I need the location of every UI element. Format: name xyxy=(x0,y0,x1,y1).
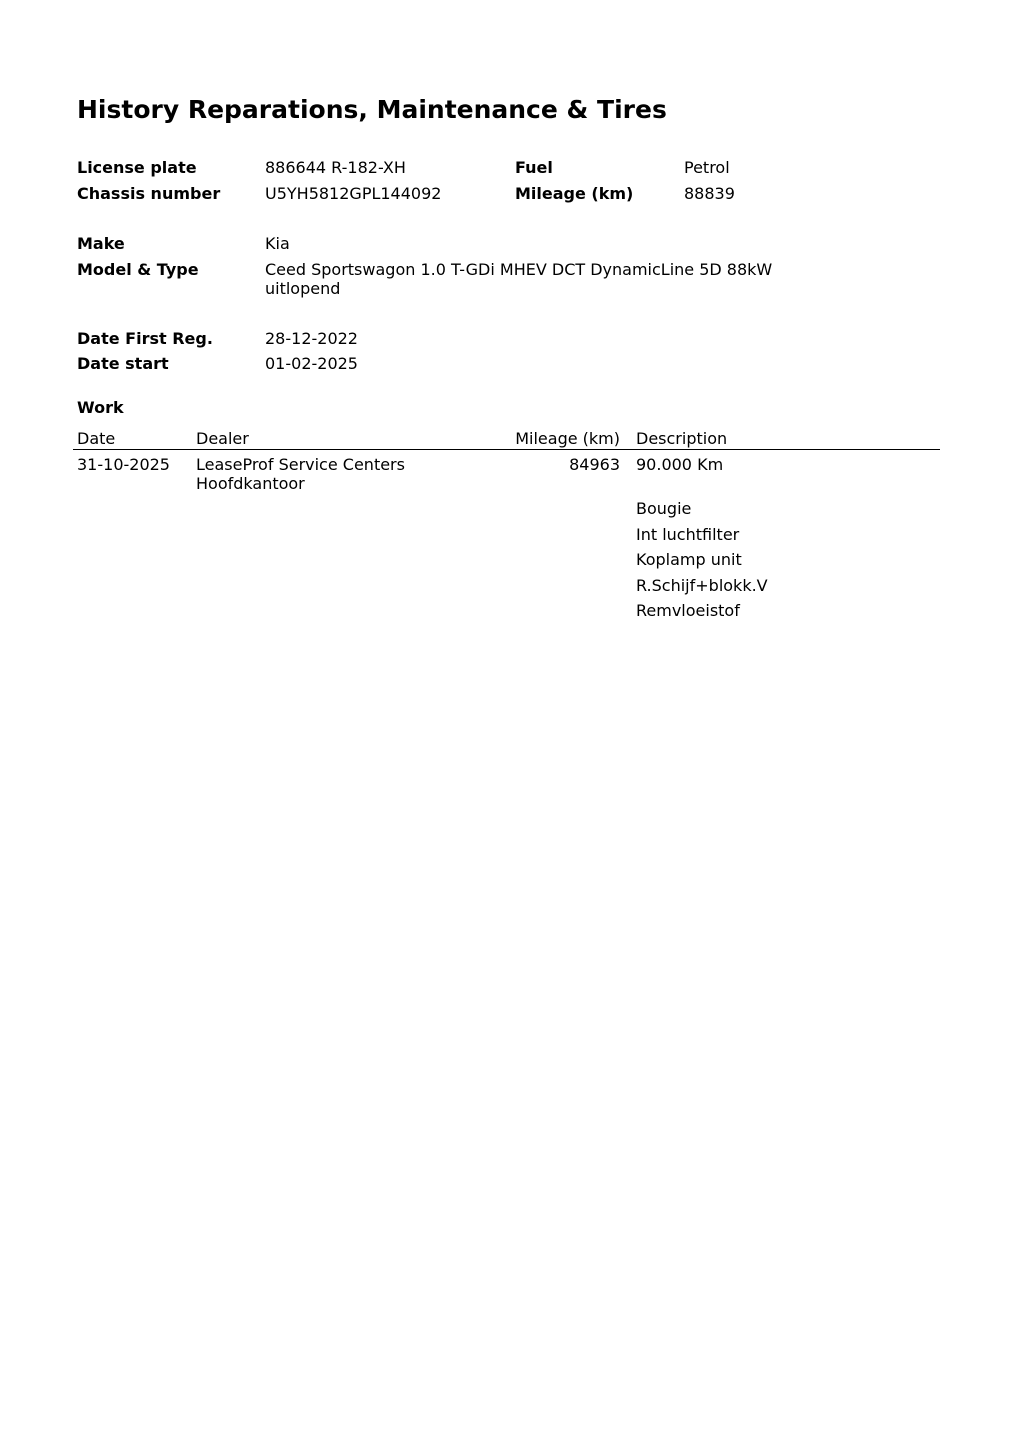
mileage-value: 88839 xyxy=(684,184,735,203)
column-header-mileage: Mileage (km) xyxy=(515,429,620,448)
row-date: 31-10-2025 xyxy=(77,455,170,474)
row-description-item: Int luchtfilter xyxy=(636,525,740,544)
make-label: Make xyxy=(77,234,125,253)
row-dealer-line2: Hoofdkantoor xyxy=(196,474,305,493)
row-description-item: Remvloeistof xyxy=(636,601,740,620)
chassis-number-value: U5YH5812GPL144092 xyxy=(265,184,442,203)
column-header-description: Description xyxy=(636,429,728,448)
column-header-date: Date xyxy=(77,429,116,448)
fuel-label: Fuel xyxy=(515,158,553,177)
make-value: Kia xyxy=(265,234,290,253)
license-plate-label: License plate xyxy=(77,158,197,177)
model-type-label: Model & Type xyxy=(77,260,199,279)
date-first-reg-value: 28-12-2022 xyxy=(265,329,358,348)
row-dealer-line1: LeaseProf Service Centers xyxy=(196,455,405,474)
chassis-number-label: Chassis number xyxy=(77,184,221,203)
date-first-reg-label: Date First Reg. xyxy=(77,329,213,348)
column-header-dealer: Dealer xyxy=(196,429,249,448)
license-plate-value: 886644 R-182-XH xyxy=(265,158,406,177)
date-start-value: 01-02-2025 xyxy=(265,354,358,373)
row-description-item: R.Schijf+blokk.V xyxy=(636,576,768,595)
row-description-item: Bougie xyxy=(636,499,692,518)
fuel-value: Petrol xyxy=(684,158,730,177)
date-start-label: Date start xyxy=(77,354,169,373)
mileage-label: Mileage (km) xyxy=(515,184,634,203)
work-section-title: Work xyxy=(77,398,124,417)
page-title: History Reparations, Maintenance & Tires xyxy=(77,95,667,124)
row-description-item: 90.000 Km xyxy=(636,455,724,474)
table-header-divider xyxy=(73,449,940,450)
row-description-item: Koplamp unit xyxy=(636,550,742,569)
row-mileage: 84963 xyxy=(569,455,620,474)
model-type-value: Ceed Sportswagon 1.0 T-GDi MHEV DCT DynamicLine 5D 88kW uitlopend xyxy=(265,260,773,298)
